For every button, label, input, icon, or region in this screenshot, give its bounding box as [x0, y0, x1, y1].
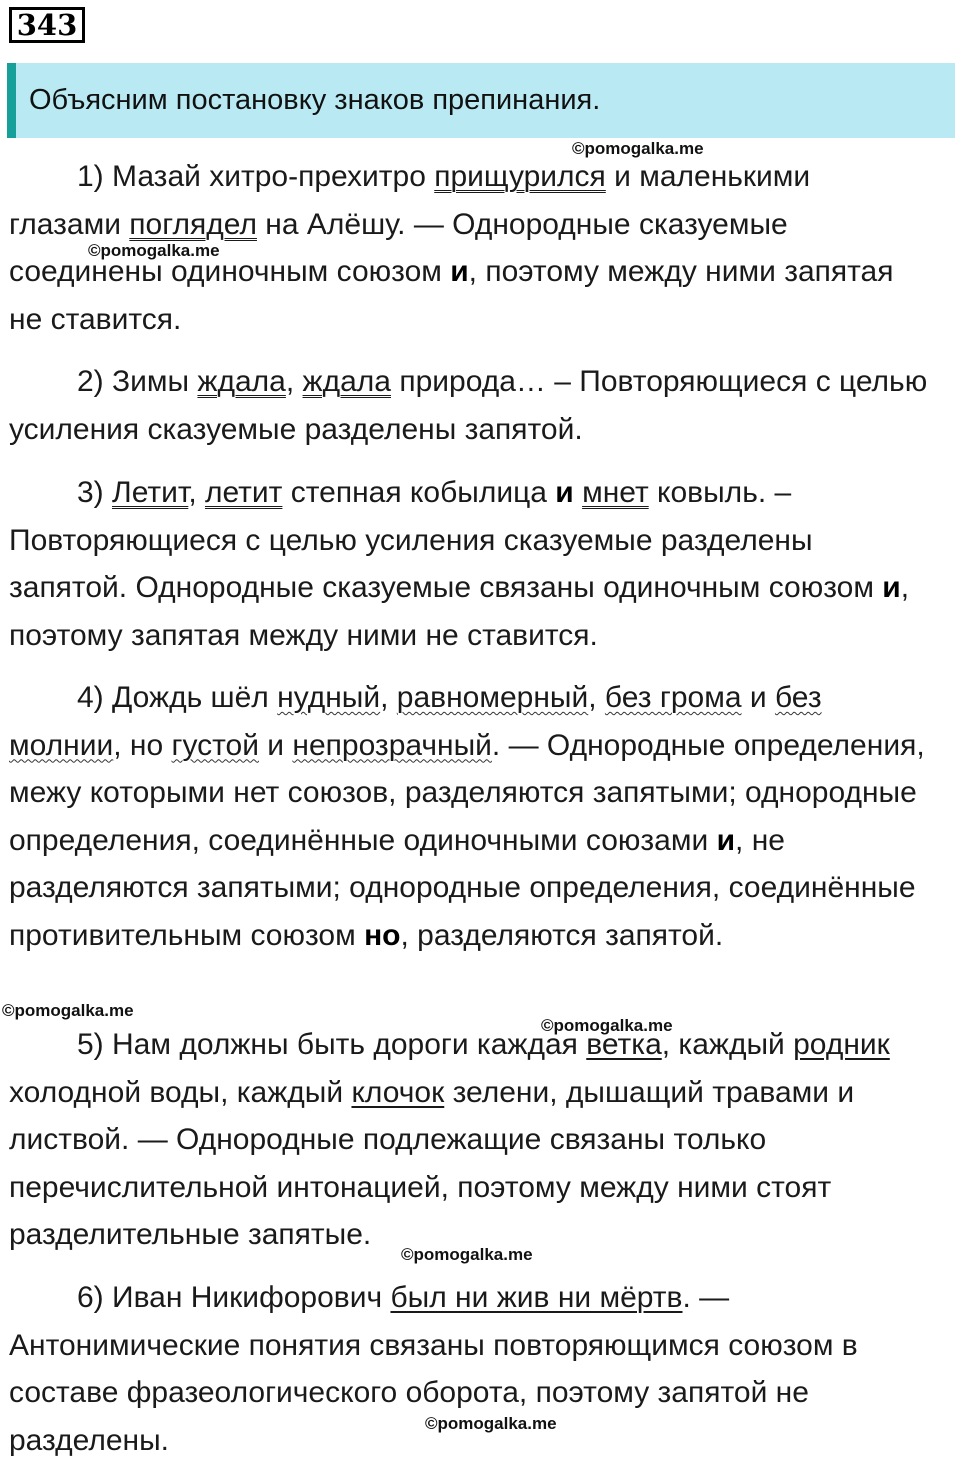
predicate: ждала [302, 365, 391, 398]
subject: родник [793, 1028, 890, 1061]
answer-item-1: 1) Мазай хитро-прехитро прищурился и маленькими глазами поглядел на Алёшу. — Однородные сказуемые соединены одиночным союзом и, поэтому между ними запятая не ставится. [9, 160, 894, 336]
predicate: поглядел [129, 207, 257, 241]
attribute: непрозрачный [292, 728, 492, 762]
answer-item-2: 2) Зимы ждала, ждала природа… – Повторяющиеся с целью усиления сказуемые разделены запятой. [9, 365, 928, 446]
attribute: нудный [277, 681, 381, 714]
conjunction: и [555, 476, 574, 509]
task-banner [7, 63, 955, 138]
conjunction: и [882, 571, 901, 604]
predicate: ждала [197, 365, 286, 398]
attribute: густой [171, 728, 259, 762]
predicate: прищурился [434, 160, 606, 193]
predicate: мнет [582, 476, 649, 509]
answer-item-4: 4) Дождь шёл нудный, равномерный, без грома и без молнии, но густой и непрозрачный. — Однородные определения, межу которыми нет союзов, разделяются запятыми; однородные определения, соединённые одиночными союзами и, не разделяются запятыми; однородные определения, соединённые противительным союзом но, разделяются запятой. [9, 681, 925, 952]
watermark: ©pomogalka.me [425, 1414, 557, 1433]
conjunction: но [364, 918, 401, 952]
predicate: летит [204, 476, 283, 509]
exercise-number: 343 [9, 7, 85, 43]
answer-item-3: 3) Летит, летит степная кобылица и мнет ковыль. – Повторяющиеся с целью усиления сказуемые разделены запятой. Однородные сказуемые связаны одиночным союзом и, поэтому запятая между ними не ставится. [9, 476, 910, 652]
answer-item-5: 5) Нам должны быть дороги каждая ветка, каждый родник холодной воды, каждый клочок зелени, дышащий травами и листвой. — Однородные подлежащие связаны только перечислительной интонацией, поэтому между ними стоят разделительные запятые. [9, 1028, 890, 1251]
attribute: равномерный [396, 681, 589, 714]
conjunction: и [716, 823, 736, 857]
watermark: ©pomogalka.me [88, 241, 220, 260]
conjunction: и [450, 255, 469, 288]
predicate: Летит [112, 476, 189, 509]
watermark: ©pomogalka.me [541, 1016, 673, 1035]
idiom: был ни жив ни мёртв [390, 1281, 683, 1314]
subject: клочок [351, 1075, 445, 1109]
attribute: без грома [604, 681, 742, 714]
watermark: ©pomogalka.me [572, 139, 704, 158]
watermark: ©pomogalka.me [2, 1001, 134, 1020]
task-title: Объясним постановку знаков препинания. [29, 84, 601, 116]
watermark: ©pomogalka.me [401, 1245, 533, 1264]
answer-item-6: 6) Иван Никифорович был ни жив ни мёртв. — Антонимические понятия связаны повторяющимся союзом в составе фразеологического оборота, поэтому запятой не разделены. [9, 1281, 858, 1457]
subject: ветка [586, 1028, 662, 1061]
attribute: без молнии [9, 681, 822, 762]
